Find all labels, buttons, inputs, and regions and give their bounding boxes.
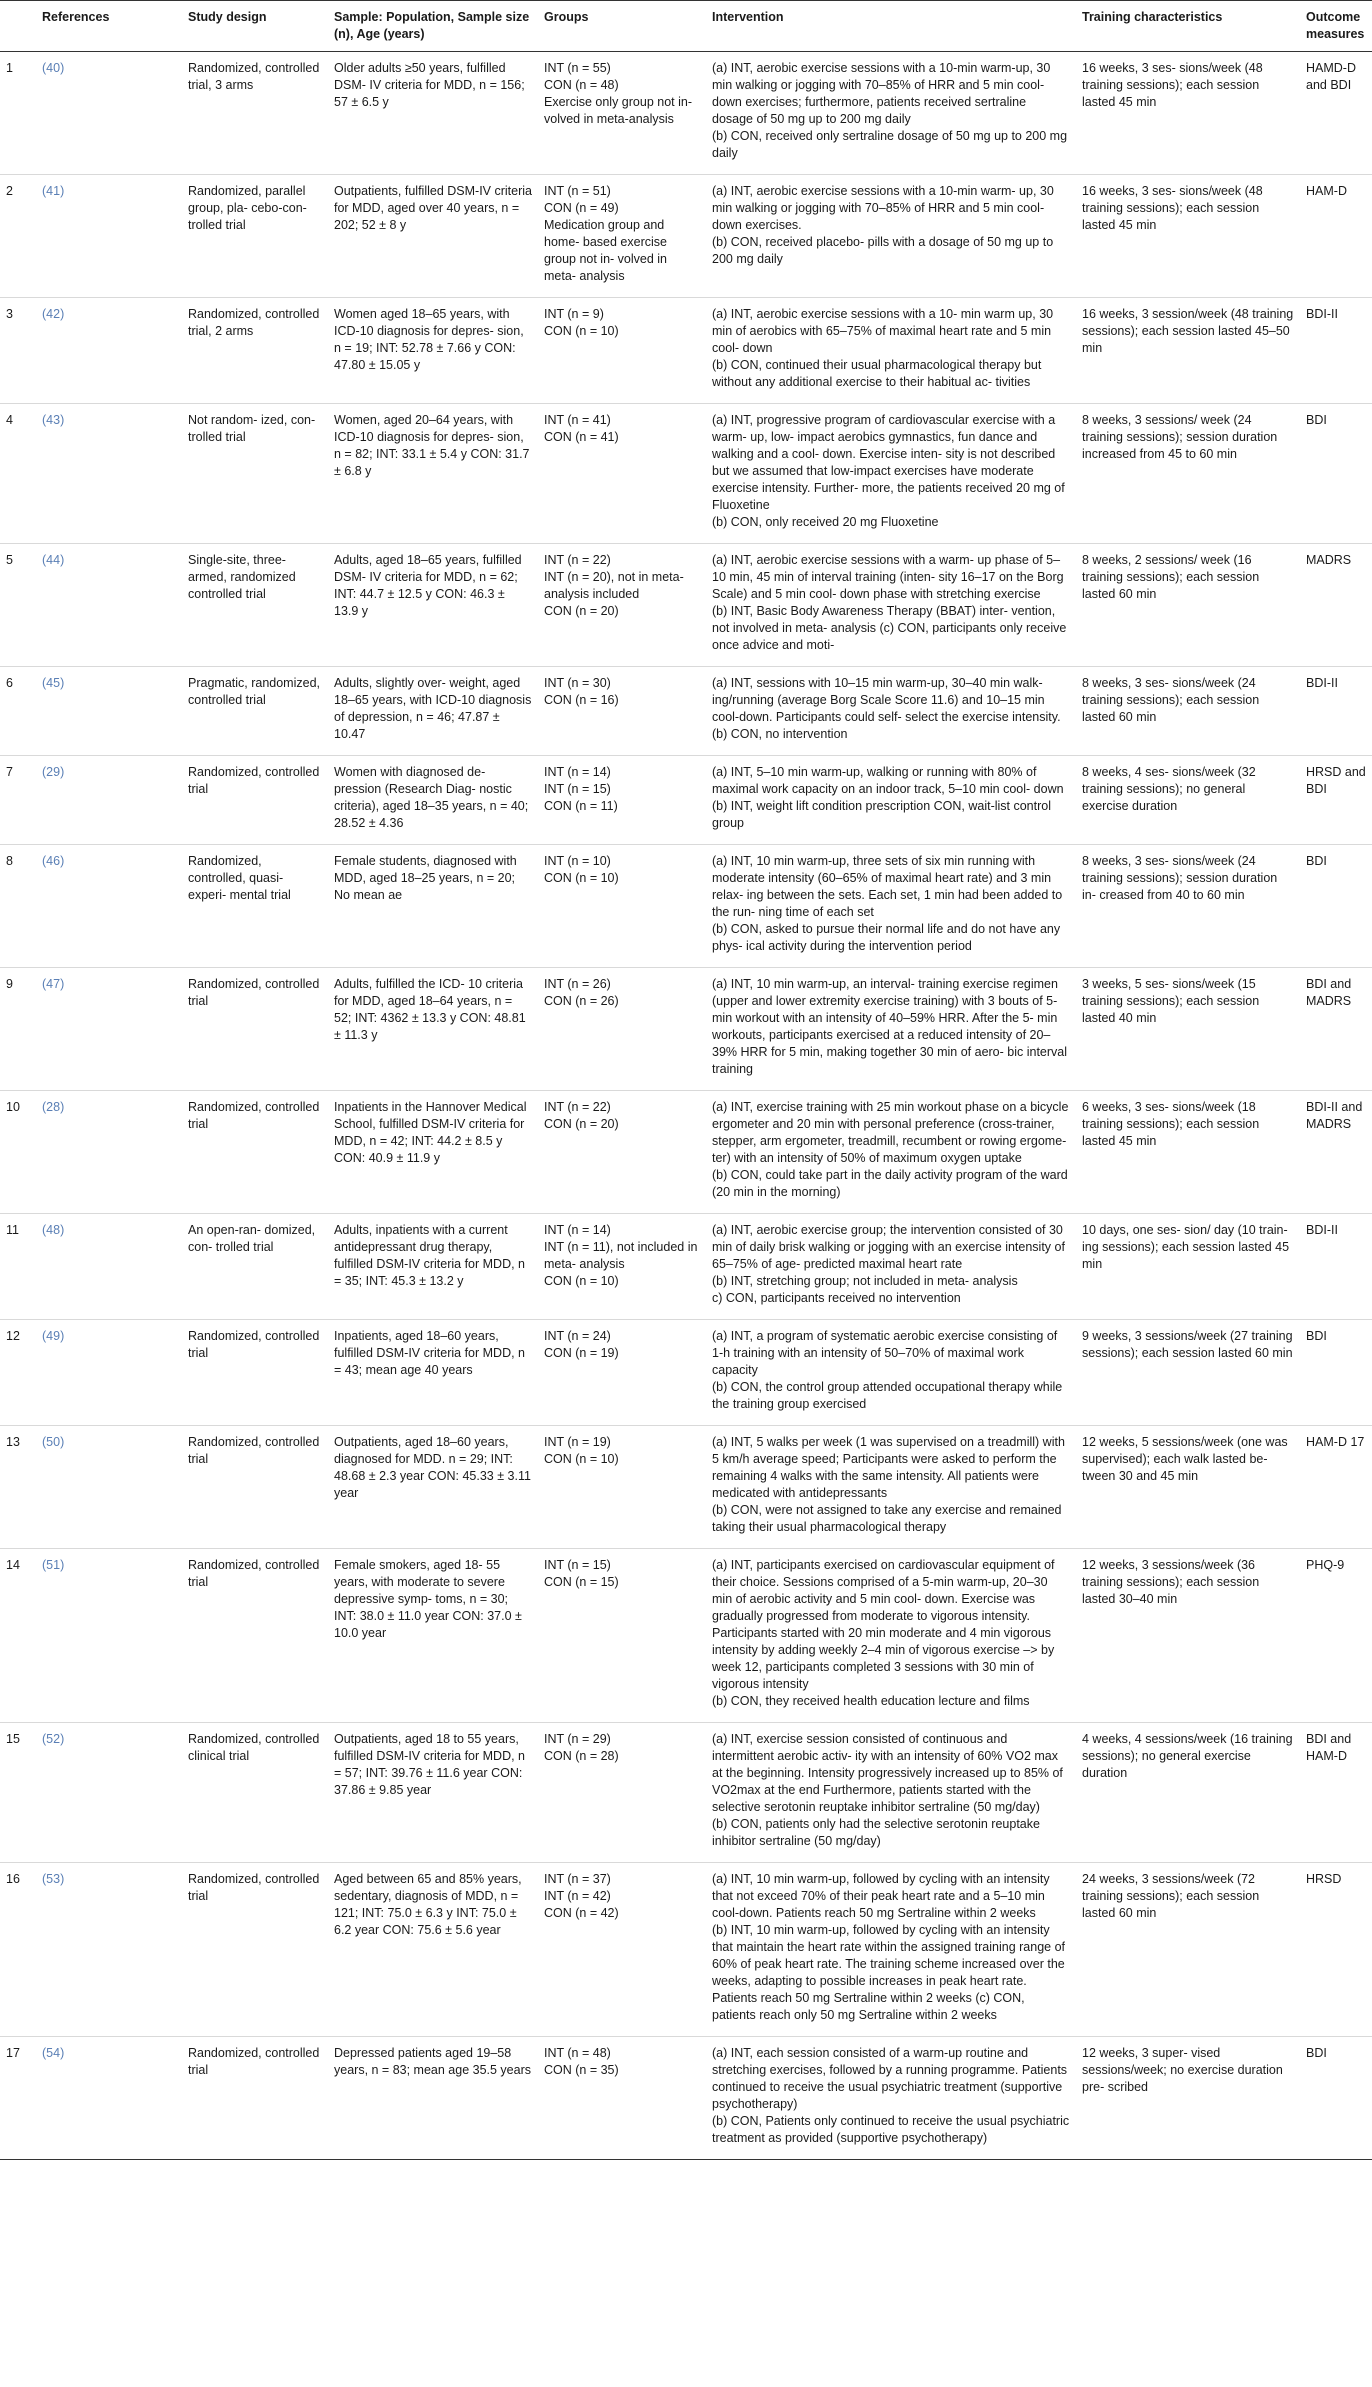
reference-link[interactable]: (42)	[36, 298, 182, 404]
outcome-cell: PHQ-9	[1300, 1549, 1372, 1723]
table-row	[0, 1723, 1372, 1863]
groups-cell-line: INT (n = 26)	[544, 977, 611, 991]
outcome-cell: BDI	[1300, 404, 1372, 544]
groups-cell	[538, 1426, 706, 1549]
intervention-cell-line: (b) CON, were not assigned to take any exercise and remained taking their usual pharmacological therapy	[712, 1503, 1062, 1534]
header-outcome: Outcome measures	[1300, 1, 1372, 52]
intervention-cell-line: (b) CON, received placebo- pills with a dosage of 50 mg up to 200 mg daily	[712, 235, 1054, 266]
groups-cell-line: INT (n = 15)	[544, 782, 611, 796]
intervention-cell-line: (b) INT, Basic Body Awareness Therapy (BBAT) inter- vention, not involved in meta- analysis (c) CON, participants only receive once advice and moti-	[712, 604, 1067, 652]
outcome-cell: BDI	[1300, 2037, 1372, 2160]
reference-link[interactable]: (41)	[36, 175, 182, 298]
groups-cell-line: INT (n = 30)	[544, 676, 611, 690]
groups-cell-line: CON (n = 10)	[544, 871, 619, 885]
sample-cell: Older adults ≥50 years, fulfilled DSM- IV criteria for MDD, n = 156; 57 ± 6.5 y	[328, 52, 538, 175]
sample-cell: Women, aged 20–64 years, with ICD-10 diagnosis for depres- sion, n = 82; INT: 33.1 ± 5.4 y CON: 31.7 ± 6.8 y	[328, 404, 538, 544]
reference-link[interactable]: (40)	[36, 52, 182, 175]
table-row	[0, 2037, 1372, 2160]
groups-cell	[538, 1549, 706, 1723]
outcome-cell: BDI-II	[1300, 667, 1372, 756]
table-row	[0, 1091, 1372, 1214]
study-design-cell: An open-ran- domized, con- trolled trial	[182, 1214, 328, 1320]
study-design-cell: Randomized, controlled trial	[182, 968, 328, 1091]
groups-cell	[538, 544, 706, 667]
intervention-cell	[706, 175, 1076, 298]
groups-cell-line: CON (n = 20)	[544, 1117, 619, 1131]
training-cell: 3 weeks, 5 ses- sions/week (15 training sessions); each session lasted 40 min	[1076, 968, 1300, 1091]
table-row	[0, 1214, 1372, 1320]
sample-cell: Depressed patients aged 19–58 years, n = 83; mean age 35.5 years	[328, 2037, 538, 2160]
study-design-cell: Randomized, controlled trial	[182, 1426, 328, 1549]
groups-cell-line: INT (n = 20), not in meta-analysis included	[544, 570, 684, 601]
row-number: 3	[0, 298, 36, 404]
intervention-cell	[706, 1091, 1076, 1214]
intervention-cell-line: (a) INT, 10 min warm-up, an interval- training exercise regimen (upper and lower extremity exercise training) with 3 bouts of 5- min workout with an intensity of 40–59% HRR. After the 5- min workouts, participants exercised at a reduced intensity of 20–39% HRR for 5 min, making together 30 min of aero- bic interval training	[712, 977, 1068, 1076]
study-design-cell: Randomized, controlled trial	[182, 1320, 328, 1426]
groups-cell	[538, 1863, 706, 2037]
table-row	[0, 1863, 1372, 2037]
outcome-cell: BDI and MADRS	[1300, 968, 1372, 1091]
outcome-cell: MADRS	[1300, 544, 1372, 667]
groups-cell-line: INT (n = 55)	[544, 61, 611, 75]
groups-cell-line: INT (n = 14)	[544, 765, 611, 779]
intervention-cell-line: (a) INT, progressive program of cardiovascular exercise with a warm- up, low- impact aerobics gymnastics, fun dance and walking and a cool- down. Exercise inten- sity is not described but we assumed that low-impact exercises have moderate exercise intensity. Further- more, the patients received 20 mg of Fluoxetine	[712, 413, 1065, 512]
intervention-cell-line: (a) INT, participants exercised on cardiovascular equipment of their choice. Sessions comprised of a 5-min warm-up, 20–30 min of aerobic activity and 5 min cool- down. Exercise was gradually progressed from moderate to vigorous intensity. Participants started with 20 min moderate and 4 min vigorous intensity by adding weekly 2–4 min of vigorous exercise –> by week 12, participants completed 3 sessions with 30 min of vigorous intensity	[712, 1558, 1055, 1691]
intervention-cell-line: (a) INT, exercise session consisted of continuous and intermittent aerobic activ- ity with an intensity of 60% VO2 max at the beginning. Intensity progressively increased up to 85% of VO2max at the end Furthermore, patients started with the selective serotonin reuptake inhibitor sertraline (50 mg/day)	[712, 1732, 1063, 1814]
sample-cell: Adults, slightly over- weight, aged 18–65 years, with ICD-10 diagnosis of depression, n = 46; 47.87 ± 10.47	[328, 667, 538, 756]
groups-cell-line: INT (n = 42)	[544, 1889, 611, 1903]
groups-cell	[538, 1214, 706, 1320]
reference-link[interactable]: (29)	[36, 756, 182, 845]
groups-cell-line: CON (n = 16)	[544, 693, 619, 707]
intervention-cell-line: (b) INT, weight lift condition prescription CON, wait-list control group	[712, 799, 1052, 830]
reference-link[interactable]: (53)	[36, 1863, 182, 2037]
intervention-cell	[706, 968, 1076, 1091]
intervention-cell-line: (b) CON, received only sertraline dosage of 50 mg up to 200 mg daily	[712, 129, 1068, 160]
groups-cell-line: CON (n = 19)	[544, 1346, 619, 1360]
groups-cell-line: INT (n = 15)	[544, 1558, 611, 1572]
training-cell: 8 weeks, 3 ses- sions/week (24 training sessions); each session lasted 60 min	[1076, 667, 1300, 756]
groups-cell-line: CON (n = 15)	[544, 1575, 619, 1589]
sample-cell: Outpatients, fulfilled DSM-IV criteria for MDD, aged over 40 years, n = 202; 52 ± 8 y	[328, 175, 538, 298]
intervention-cell-line: (b) CON, continued their usual pharmacological therapy but without any additional exercise to their habitual ac- tivities	[712, 358, 1042, 389]
training-cell: 4 weeks, 4 sessions/week (16 training sessions); no general exercise duration	[1076, 1723, 1300, 1863]
intervention-cell	[706, 845, 1076, 968]
intervention-cell-line: (a) INT, aerobic exercise sessions with a 10-min warm- up, 30 min walking or jogging with 70–85% of HRR and 5 min cool-down exercises.	[712, 184, 1054, 232]
groups-cell	[538, 298, 706, 404]
intervention-cell-line: (b) CON, patients only had the selective serotonin reuptake inhibitor sertraline (50 mg/day)	[712, 1817, 1040, 1848]
intervention-cell	[706, 298, 1076, 404]
groups-cell-line: INT (n = 22)	[544, 1100, 611, 1114]
groups-cell-line: CON (n = 26)	[544, 994, 619, 1008]
intervention-cell-line: (a) INT, a program of systematic aerobic exercise consisting of 1-h training with an intensity of 50–70% of maximal work capacity	[712, 1329, 1058, 1377]
table-row	[0, 968, 1372, 1091]
table-row	[0, 298, 1372, 404]
groups-cell-line: INT (n = 51)	[544, 184, 611, 198]
study-design-cell: Randomized, parallel group, pla- cebo-con- trolled trial	[182, 175, 328, 298]
sample-cell: Women with diagnosed de- pression (Research Diag- nostic criteria), aged 18–35 years, n = 40; 28.52 ± 4.36	[328, 756, 538, 845]
groups-cell-line: INT (n = 37)	[544, 1872, 611, 1886]
intervention-cell-line: (a) INT, exercise training with 25 min workout phase on a bicycle ergometer and 20 min with personal preference (cross-trainer, stepper, arm ergometer, treadmill, recumbent or rowing ergome- ter) with an intensity of 50% of maximum oxygen uptake	[712, 1100, 1069, 1165]
groups-cell-line: INT (n = 11), not included in meta- analysis	[544, 1240, 698, 1271]
table-body	[0, 52, 1372, 2160]
study-design-cell: Randomized, controlled trial	[182, 1091, 328, 1214]
groups-cell	[538, 1091, 706, 1214]
reference-link[interactable]: (50)	[36, 1426, 182, 1549]
study-design-cell: Randomized, controlled trial, 3 arms	[182, 52, 328, 175]
groups-cell	[538, 756, 706, 845]
study-design-cell: Not random- ized, con- trolled trial	[182, 404, 328, 544]
sample-cell: Adults, aged 18–65 years, fulfilled DSM- IV criteria for MDD, n = 62; INT: 44.7 ± 12.5 y CON: 46.3 ± 13.9 y	[328, 544, 538, 667]
header-intervention: Intervention	[706, 1, 1076, 52]
table-row	[0, 845, 1372, 968]
study-design-cell: Randomized, controlled trial	[182, 1549, 328, 1723]
row-number: 11	[0, 1214, 36, 1320]
intervention-cell-line: (a) INT, 10 min warm-up, three sets of six min running with moderate intensity (60–65% of maximal heart rate) and 3 min relax- ing between the sets. Each set, 1 min had been added to the run- ning time of each set	[712, 854, 1063, 919]
sample-cell: Inpatients, aged 18–60 years, fulfilled DSM-IV criteria for MDD, n = 43; mean age 40 years	[328, 1320, 538, 1426]
training-cell: 8 weeks, 3 ses- sions/week (24 training sessions); session duration in- creased from 40 to 60 min	[1076, 845, 1300, 968]
outcome-cell: HAM-D 17	[1300, 1426, 1372, 1549]
row-number: 2	[0, 175, 36, 298]
row-number: 6	[0, 667, 36, 756]
row-number: 4	[0, 404, 36, 544]
sample-cell: Outpatients, aged 18 to 55 years, fulfilled DSM-IV criteria for MDD, n = 57; INT: 39.76 ± 11.6 year CON: 37.86 ± 9.85 year	[328, 1723, 538, 1863]
intervention-cell-line: (a) INT, 5 walks per week (1 was supervised on a treadmill) with 5 km/h average speed; Participants were asked to perform the remaining 4 walks with the same intensity. All patients were medicated with antidepressants	[712, 1435, 1065, 1500]
study-design-cell: Randomized, controlled trial	[182, 1863, 328, 2037]
header-study-design: Study design	[182, 1, 328, 52]
table-row	[0, 52, 1372, 175]
groups-cell-line: INT (n = 29)	[544, 1732, 611, 1746]
groups-cell	[538, 667, 706, 756]
row-number: 17	[0, 2037, 36, 2160]
table-row	[0, 544, 1372, 667]
intervention-cell-line: (b) CON, Patients only continued to receive the usual psychiatric treatment as provided (supportive psychotherapy)	[712, 2114, 1070, 2145]
outcome-cell: BDI	[1300, 845, 1372, 968]
row-number: 15	[0, 1723, 36, 1863]
groups-cell-line: INT (n = 22)	[544, 553, 611, 567]
intervention-cell-line: (a) INT, each session consisted of a warm-up routine and stretching exercises, followed by a running programme. Patients continued to receive the usual psychiatric treatment (supportive psychotherapy)	[712, 2046, 1068, 2111]
header-references: References	[36, 1, 182, 52]
header-groups: Groups	[538, 1, 706, 52]
training-cell: 16 weeks, 3 ses- sions/week (48 training sessions); each session lasted 45 min	[1076, 52, 1300, 175]
header-row	[0, 1, 1372, 52]
intervention-cell	[706, 1723, 1076, 1863]
groups-cell-line: CON (n = 28)	[544, 1749, 619, 1763]
row-number: 1	[0, 52, 36, 175]
outcome-cell: HRSD and BDI	[1300, 756, 1372, 845]
intervention-cell-line: (a) INT, aerobic exercise sessions with a warm- up phase of 5–10 min, 45 min of interval training (inten- sity 16–17 on the Borg Scale) and 5 min cool- down phase with stretching exercise	[712, 553, 1064, 601]
intervention-cell-line: (b) CON, asked to pursue their normal life and do not have any phys- ical activity during the intervention period	[712, 922, 1061, 953]
groups-cell-line: CON (n = 49)	[544, 201, 619, 215]
outcome-cell: BDI-II	[1300, 1214, 1372, 1320]
training-cell: 9 weeks, 3 sessions/week (27 training sessions); each session lasted 60 min	[1076, 1320, 1300, 1426]
groups-cell-line: INT (n = 48)	[544, 2046, 611, 2060]
groups-cell-line: CON (n = 42)	[544, 1906, 619, 1920]
reference-link[interactable]: (51)	[36, 1549, 182, 1723]
study-design-cell: Randomized, controlled clinical trial	[182, 1723, 328, 1863]
intervention-cell-line: (a) INT, aerobic exercise group; the intervention consisted of 30 min of daily brisk walking or jogging with an exercise intensity of 65–75% of age- predicted maximal heart rate	[712, 1223, 1065, 1271]
study-design-cell: Randomized, controlled trial	[182, 756, 328, 845]
study-design-cell: Randomized, controlled trial	[182, 2037, 328, 2160]
reference-link[interactable]: (43)	[36, 404, 182, 544]
sample-cell: Aged between 65 and 85% years, sedentary, diagnosis of MDD, n = 121; INT: 75.0 ± 6.3 y INT: 75.0 ± 6.2 year CON: 75.6 ± 5.6 year	[328, 1863, 538, 2037]
intervention-cell	[706, 1214, 1076, 1320]
reference-link[interactable]: (52)	[36, 1723, 182, 1863]
intervention-cell-line: (a) INT, aerobic exercise sessions with a 10-min warm-up, 30 min walking or jogging with 70–85% of HRR and 5 min cool-down exercises; furthermore, patients received sertraline dosage of 50 mg up to 200 mg daily	[712, 61, 1051, 126]
row-number: 9	[0, 968, 36, 1091]
intervention-cell-line: (b) CON, could take part in the daily activity program of the ward (20 min in the morning)	[712, 1168, 1068, 1199]
table-row	[0, 175, 1372, 298]
study-design-cell: Randomized, controlled, quasi- experi- mental trial	[182, 845, 328, 968]
outcome-cell: BDI-II	[1300, 298, 1372, 404]
row-number: 7	[0, 756, 36, 845]
groups-cell	[538, 1723, 706, 1863]
reference-link[interactable]: (48)	[36, 1214, 182, 1320]
outcome-cell: BDI and HAM-D	[1300, 1723, 1372, 1863]
sample-cell: Female students, diagnosed with MDD, aged 18–25 years, n = 20; No mean ae	[328, 845, 538, 968]
groups-cell-line: Medication group and home- based exercise group not in- volved in meta- analysis	[544, 218, 667, 283]
groups-cell-line: INT (n = 24)	[544, 1329, 611, 1343]
training-cell: 8 weeks, 4 ses- sions/week (32 training sessions); no general exercise duration	[1076, 756, 1300, 845]
outcome-cell: HAMD-D and BDI	[1300, 52, 1372, 175]
intervention-cell-line: (b) INT, 10 min warm-up, followed by cycling with an intensity that maintain the heart rate within the assigned training range of 60% of peak heart rate. The training scheme increased over the weeks, adapting to possible increases in peak heart rate. Patients reach 50 mg Sertraline within 2 weeks (c) CON, patients reach only 50 mg Sertraline within 2 weeks	[712, 1923, 1065, 2022]
table-row	[0, 1320, 1372, 1426]
training-cell: 12 weeks, 5 sessions/week (one was supervised); each walk lasted be- tween 30 and 45 min	[1076, 1426, 1300, 1549]
groups-cell	[538, 175, 706, 298]
intervention-cell-line: (b) CON, the control group attended occupational therapy while the training group exercised	[712, 1380, 1063, 1411]
outcome-cell: HAM-D	[1300, 175, 1372, 298]
outcome-cell: BDI-II and MADRS	[1300, 1091, 1372, 1214]
sample-cell: Adults, fulfilled the ICD- 10 criteria for MDD, aged 18–64 years, n = 52; INT: 4362 ± 13.3 y CON: 48.81 ± 11.3 y	[328, 968, 538, 1091]
groups-cell	[538, 404, 706, 544]
row-number: 16	[0, 1863, 36, 2037]
reference-link[interactable]: (45)	[36, 667, 182, 756]
intervention-cell-line: (a) INT, aerobic exercise sessions with a 10- min warm up, 30 min of aerobics with 65–75% of maximal heart rate and 5 min cool- down	[712, 307, 1054, 355]
intervention-cell-line: (b) CON, they received health education lecture and films	[712, 1694, 1030, 1708]
intervention-cell	[706, 667, 1076, 756]
intervention-cell	[706, 1549, 1076, 1723]
groups-cell-line: CON (n = 20)	[544, 604, 619, 618]
row-number: 13	[0, 1426, 36, 1549]
header-index	[0, 1, 36, 52]
groups-cell-line: INT (n = 41)	[544, 413, 611, 427]
reference-link[interactable]: (44)	[36, 544, 182, 667]
intervention-cell	[706, 404, 1076, 544]
training-cell: 24 weeks, 3 sessions/week (72 training sessions); each session lasted 60 min	[1076, 1863, 1300, 2037]
training-cell: 12 weeks, 3 sessions/week (36 training sessions); each session lasted 30–40 min	[1076, 1549, 1300, 1723]
groups-cell-line: INT (n = 10)	[544, 854, 611, 868]
outcome-cell: BDI	[1300, 1320, 1372, 1426]
intervention-cell	[706, 756, 1076, 845]
groups-cell-line: INT (n = 19)	[544, 1435, 611, 1449]
groups-cell-line: INT (n = 14)	[544, 1223, 611, 1237]
groups-cell	[538, 845, 706, 968]
groups-cell-line: CON (n = 41)	[544, 430, 619, 444]
groups-cell-line: CON (n = 10)	[544, 324, 619, 338]
intervention-cell-line: (b) INT, stretching group; not included in meta- analysis	[712, 1274, 1018, 1288]
groups-cell-line: CON (n = 48)	[544, 78, 619, 92]
groups-cell-line: CON (n = 10)	[544, 1452, 619, 1466]
training-cell: 16 weeks, 3 ses- sions/week (48 training sessions); each session lasted 45 min	[1076, 175, 1300, 298]
intervention-cell	[706, 1863, 1076, 2037]
groups-cell-line: CON (n = 10)	[544, 1274, 619, 1288]
table-row	[0, 667, 1372, 756]
training-cell: 12 weeks, 3 super- vised sessions/week; no exercise duration pre- scribed	[1076, 2037, 1300, 2160]
training-cell: 8 weeks, 3 sessions/ week (24 training sessions); session duration increased from 45 to 60 min	[1076, 404, 1300, 544]
intervention-cell-line: (b) CON, no intervention	[712, 727, 848, 741]
row-number: 14	[0, 1549, 36, 1723]
groups-cell	[538, 52, 706, 175]
row-number: 12	[0, 1320, 36, 1426]
table-header	[0, 1, 1372, 52]
groups-cell-line: Exercise only group not in- volved in meta-analysis	[544, 95, 692, 126]
groups-cell-line: CON (n = 11)	[544, 799, 618, 813]
table-row	[0, 404, 1372, 544]
intervention-cell-line: c) CON, participants received no intervention	[712, 1291, 961, 1305]
header-sample: Sample: Population, Sample size (n), Age (years)	[328, 1, 538, 52]
groups-cell	[538, 968, 706, 1091]
sample-cell: Women aged 18–65 years, with ICD-10 diagnosis for depres- sion, n = 19; INT: 52.78 ± 7.66 y CON: 47.80 ± 15.05 y	[328, 298, 538, 404]
sample-cell: Inpatients in the Hannover Medical School, fulfilled DSM-IV criteria for MDD, n = 42; INT: 44.2 ± 8.5 y CON: 40.9 ± 11.9 y	[328, 1091, 538, 1214]
groups-cell	[538, 2037, 706, 2160]
table-row	[0, 1549, 1372, 1723]
sample-cell: Outpatients, aged 18–60 years, diagnosed for MDD. n = 29; INT: 48.68 ± 2.3 year CON: 45.33 ± 3.11 year	[328, 1426, 538, 1549]
study-design-cell: Pragmatic, randomized, controlled trial	[182, 667, 328, 756]
intervention-cell	[706, 2037, 1076, 2160]
intervention-cell-line: (a) INT, 10 min warm-up, followed by cycling with an intensity that not exceed 70% of their peak heart rate and a 5–10 min cool-down. Patients reach 50 mg Sertraline within 2 weeks	[712, 1872, 1050, 1920]
intervention-cell	[706, 544, 1076, 667]
groups-cell-line: INT (n = 9)	[544, 307, 604, 321]
table-row	[0, 756, 1372, 845]
intervention-cell	[706, 1426, 1076, 1549]
intervention-cell-line: (b) CON, only received 20 mg Fluoxetine	[712, 515, 939, 529]
row-number: 5	[0, 544, 36, 667]
study-design-cell: Randomized, controlled trial, 2 arms	[182, 298, 328, 404]
training-cell: 10 days, one ses- sion/ day (10 train- ing sessions); each session lasted 45 min	[1076, 1214, 1300, 1320]
sample-cell: Adults, inpatients with a current antidepressant drug therapy, fulfilled DSM-IV criteria for MDD, n = 35; INT: 45.3 ± 13.2 y	[328, 1214, 538, 1320]
row-number: 10	[0, 1091, 36, 1214]
intervention-cell-line: (a) INT, 5–10 min warm-up, walking or running with 80% of maximal work capacity on an indoor track, 5–10 min cool- down	[712, 765, 1064, 796]
intervention-cell	[706, 1320, 1076, 1426]
training-cell: 6 weeks, 3 ses- sions/week (18 training sessions); each session lasted 45 min	[1076, 1091, 1300, 1214]
groups-cell-line: CON (n = 35)	[544, 2063, 619, 2077]
reference-link[interactable]: (46)	[36, 845, 182, 968]
reference-link[interactable]: (47)	[36, 968, 182, 1091]
reference-link[interactable]: (49)	[36, 1320, 182, 1426]
intervention-cell-line: (a) INT, sessions with 10–15 min warm-up, 30–40 min walk- ing/running (average Borg Scale Score 11.6) and 10–15 min cool-down. Participants could self- select the exercise intensity.	[712, 676, 1061, 724]
row-number: 8	[0, 845, 36, 968]
training-cell: 16 weeks, 3 session/week (48 training sessions); each session lasted 45–50 min	[1076, 298, 1300, 404]
intervention-cell	[706, 52, 1076, 175]
reference-link[interactable]: (28)	[36, 1091, 182, 1214]
outcome-cell: HRSD	[1300, 1863, 1372, 2037]
groups-cell	[538, 1320, 706, 1426]
header-training: Training characteristics	[1076, 1, 1300, 52]
reference-link[interactable]: (54)	[36, 2037, 182, 2160]
training-cell: 8 weeks, 2 sessions/ week (16 training sessions); each session lasted 60 min	[1076, 544, 1300, 667]
table-row	[0, 1426, 1372, 1549]
sample-cell: Female smokers, aged 18- 55 years, with moderate to severe depressive symp- toms, n = 30; INT: 38.0 ± 11.0 year CON: 37.0 ± 10.0 year	[328, 1549, 538, 1723]
study-design-cell: Single-site, three- armed, randomized controlled trial	[182, 544, 328, 667]
